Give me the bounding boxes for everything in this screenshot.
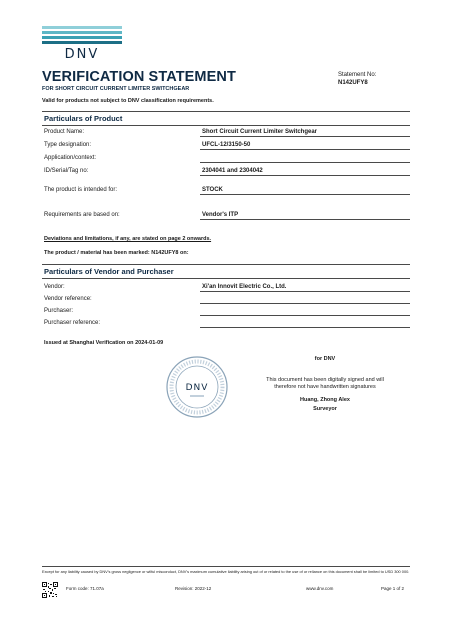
marked-note: The product / material has been marked: N142UFY8 on: <box>44 250 189 256</box>
dnv-seal-stamp <box>165 355 229 419</box>
qr-code <box>42 582 58 598</box>
logo-stripes <box>42 26 122 44</box>
vendor-label: Vendor: <box>44 284 65 290</box>
type-designation-value: UFCL-12/3150-50 <box>200 141 410 150</box>
serial-tag-label: ID/Serial/Tag no: <box>44 168 89 174</box>
intended-for-label: The product is intended for: <box>44 187 118 193</box>
purchaser-value <box>200 307 410 316</box>
vendor-value: Xi'an Innovit Electric Co., Ltd. <box>200 283 410 292</box>
deviations-note: Deviations and limitations, if any, are stated on page 2 onwards. <box>44 236 212 242</box>
statement-number: N142UFY8 <box>338 80 368 86</box>
type-designation-label: Type designation: <box>44 142 92 148</box>
section-heading-vendor: Particulars of Vendor and Purchaser <box>42 264 410 279</box>
purchaser-reference-label: Purchaser reference: <box>44 320 101 326</box>
vendor-reference-label: Vendor reference: <box>44 296 92 302</box>
dnv-logo <box>42 26 122 62</box>
application-context-label: Application/context: <box>44 155 97 161</box>
document-title: VERIFICATION STATEMENT <box>42 69 236 85</box>
application-context-value <box>200 154 410 163</box>
website-link[interactable]: www.dnv.com <box>306 586 334 591</box>
liability-disclaimer: Except for any liability caused by DNV's gross negligence or wilful misconduct, DNV's maximum cumulative liability arising out of or related to the use of or reliance on this document shall be limited to USD 300 000. <box>42 569 410 574</box>
intended-for-value: STOCK <box>200 186 410 195</box>
requirements-label: Requirements are based on: <box>44 212 120 218</box>
product-name-value: Short Circuit Current Limiter Switchgear <box>200 128 410 137</box>
section-heading-product: Particulars of Product <box>42 111 410 126</box>
for-dnv-label: for DNV <box>314 356 336 362</box>
logo-wordmark: DNV <box>64 47 100 62</box>
signatory-role: Surveyor <box>313 406 337 412</box>
serial-tag-value: 2304041 and 2304042 <box>200 167 410 176</box>
requirements-value: Vendor's ITP <box>200 211 410 220</box>
revision: Revision: 2022-12 <box>175 586 212 591</box>
validity-note: Valid for products not subject to DNV classification requirements. <box>42 98 214 104</box>
digital-signature-note-line1: This document has been digitally signed and will <box>266 377 384 383</box>
purchaser-reference-value <box>200 319 410 328</box>
document-subtitle: FOR SHORT CIRCUIT CURRENT LIMITER SWITCHGEAR <box>42 86 190 92</box>
digital-signature-note-line2: therefore not have handwritten signatures <box>274 384 376 390</box>
issued-statement: Issued at Shanghai Verification on 2024-01-09 <box>44 340 164 346</box>
statement-number-label: Statement No: <box>338 72 377 78</box>
page-number: Page 1 of 2 <box>381 586 405 591</box>
seal-wordmark: DNV <box>185 383 209 393</box>
signatory-name: Huang, Zhong Alex <box>300 397 350 403</box>
purchaser-label: Purchaser: <box>44 308 74 314</box>
product-name-label: Product Name: <box>44 129 85 135</box>
form-code: Form code: 71.07a <box>66 586 104 591</box>
footer-divider <box>42 566 410 567</box>
vendor-reference-value <box>200 295 410 304</box>
